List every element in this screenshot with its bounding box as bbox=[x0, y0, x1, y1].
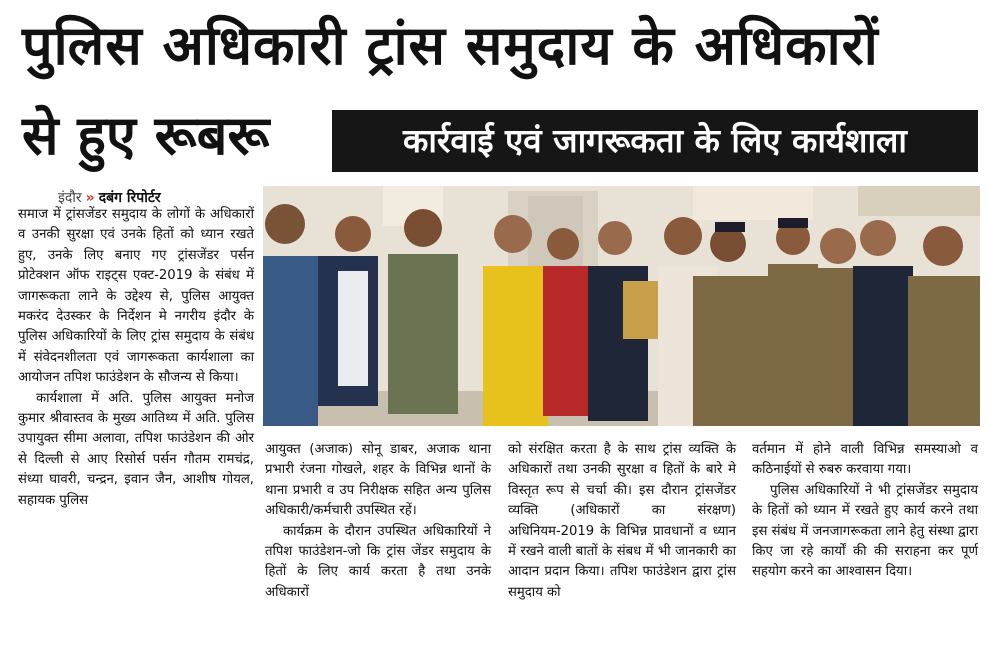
dateline-city: इंदौर bbox=[58, 190, 82, 206]
article-paragraph: पुलिस अधिकारियों ने भी ट्रांसजेंडर समुदाय के हितों को ध्यान में रखते हुए कार्य करने तथा इस संबंध में जनजागरूकता लाने हेतु संस्था द्वारा किए जा रहे कार्यों की की सराहना कर पूर्ण सहयोग करने का आश्वासन दिया। bbox=[752, 482, 978, 580]
headline-line-1: पुलिस अधिकारी ट्रांस समुदाय के अधिकारों bbox=[22, 14, 879, 77]
article-paragraph: कार्यशाला में अति. पुलिस आयुक्त मनोज कुमार श्रीवास्तव के मुख्य आतिथ्य में अति. पुलिस उपायुक्त सीमा अलावा, तपिश फाउंडेशन की ओर से दिल्ली से आए रिसोर्स पर्सन गौतम रामचंद्र, संध्या घावरी, चन्द्रन, इवान जैन, आशीष गोयल, सहायक पुलिस bbox=[18, 390, 254, 508]
dateline-reporter: दबंग रिपोर्टर bbox=[98, 190, 161, 206]
article-paragraph: आयुक्त (अजाक) सोनू डाबर, अजाक थाना प्रभारी रंजना गोखले, शहर के विभिन्न थानों के थाना प्रभारी व उप निरीक्षक सहित अन्य पुलिस अधिकारी/कर्मचारी उपस्थित रहें। bbox=[265, 442, 491, 519]
news-photo bbox=[263, 186, 980, 426]
article-paragraph: कार्यक्रम के दौरान उपस्थित अधिकारियों ने तपिश फाउंडेशन-जो कि ट्रांस जेंडर समुदाय के हितों के लिए कार्य करता है तथा उनके अधिकारों bbox=[265, 523, 491, 600]
article-paragraph: को संरक्षित करता है के साथ ट्रांस व्यक्ति के अधिकारों तथा उनकी सुरक्षा व हितों के बारे मे विस्तृत रूप से चर्चा की। इस दौरान ट्रांसजेंडर व्यक्ति (अधिकारों का संरक्षण) अधिनियम-2019 के विभिन्न प्रावधानों व ध्यान में रखने वाली बातों के संबध में भी जानकारी का आदान प्रदान किया। तपिश फाउंडेशन द्वारा ट्रांस समुदाय को bbox=[508, 442, 736, 600]
article-column-1 bbox=[18, 205, 254, 511]
group-photo-illustration bbox=[263, 186, 980, 426]
article-paragraph: समाज में ट्रांसजेंडर समुदाय के लोगों के अधिकारों व उनकी सुरक्षा एवं उनके हितों को ध्यान रखते हुए, उनके लिए बनाए गए ट्रांसजेंडर पर्सन प्रोटेक्शन ऑफ राइट्स एक्ट-2019 के संबंध में जागरूकता लाने के उद्देश्य से, पुलिस आयुक्त मकरंद देउस्कर के निर्देशन मे नगरीय इंदौर के पुलिस अधिकारियों के लिए ट्रांस समुदाय के संबंध में संवेदनशीलता एवं जागरूकता कार्यशाला का आयोजन तपिश फाउंडेशन के सौजन्य से किया। bbox=[18, 207, 254, 386]
dateline-separator: » bbox=[85, 190, 95, 206]
subheadline-banner: कार्रवाई एवं जागरूकता के लिए कार्यशाला bbox=[332, 110, 978, 172]
headline-line-2: से हुए रूबरू bbox=[22, 104, 270, 167]
article-column-2 bbox=[265, 440, 491, 603]
article-paragraph: वर्तमान में होने वाली विभिन्न समस्याओ व कठिनाईयों से रुबरु करवाया गया। bbox=[752, 442, 978, 478]
article-column-3 bbox=[508, 440, 736, 603]
article-column-4 bbox=[752, 440, 978, 583]
